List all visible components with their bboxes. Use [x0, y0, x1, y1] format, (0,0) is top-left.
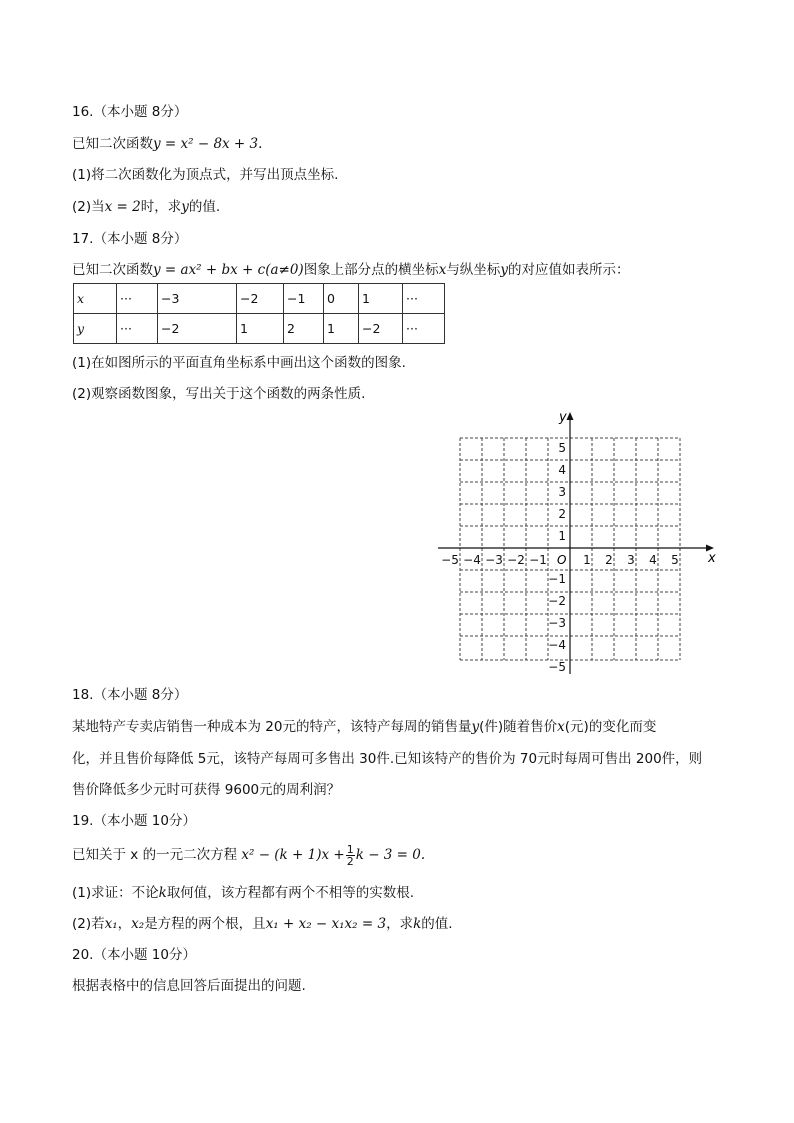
y-tick-label: −4: [548, 638, 566, 652]
q17-given-text-b: 图象上部分点的横坐标: [303, 262, 439, 278]
fraction-numerator: 1: [346, 842, 354, 856]
q19-fraction: [346, 844, 355, 867]
q19-part1-var: k: [158, 885, 167, 901]
x-tick-label: 5: [671, 553, 679, 567]
y-tick-label: −3: [548, 616, 566, 630]
q18-line1-text-a: 某地特产专卖店销售一种成本为 20元的特产，该特产每周的销售量: [72, 719, 472, 735]
q18-title: 18.（本小题 8分）: [72, 687, 188, 703]
q18-line2: 化，并且售价每降低 5元，该特产每周可多售出 30件.已知该特产的售价为 70元时每周可售出 200件，则: [72, 751, 703, 767]
x-tick-label: 3: [627, 553, 635, 567]
q18-line1: [72, 718, 656, 736]
origin-label: O: [557, 553, 567, 567]
q19-part2-text-d: 的值.: [421, 916, 453, 932]
q17-given-text-c: 与纵坐标: [446, 262, 501, 278]
q18-line3: 售价降低多少元时可获得 9600元的周利润？: [72, 782, 341, 798]
q20-title: 20.（本小题 10分）: [72, 947, 196, 963]
q19-part2-condition: x₁ + x₂ − x₁x₂ = 3: [265, 916, 387, 932]
q16-part2-text-a: (2)当: [72, 199, 105, 215]
table-cell: −2: [237, 284, 284, 314]
q19-equation-b: k − 3 = 0.: [355, 847, 426, 863]
q16-part2: [72, 198, 220, 216]
table-cell: ···: [117, 284, 158, 314]
q16-given-text: 已知二次函数: [72, 136, 153, 152]
table-cell: −2: [158, 314, 237, 344]
table-cell: ···: [403, 284, 445, 314]
q19-part2-text-b: 是方程的两个根，且: [144, 916, 266, 932]
x-tick-label: 1: [583, 553, 591, 567]
q17-given: [72, 261, 629, 279]
y-tick-label: −5: [548, 660, 566, 674]
fraction-denominator: 2: [346, 854, 354, 868]
q19-part2-text-c: ，求: [386, 916, 414, 932]
q16-part2-text-c: 的值.: [188, 199, 221, 215]
q17-given-text-d: 的对应值如表所示：: [507, 262, 630, 278]
q19-x1: x₁: [104, 916, 118, 932]
q16-function: y = x² − 8x + 3.: [153, 136, 263, 152]
x-tick-label: −1: [529, 553, 547, 567]
q17-coordinate-grid: [432, 402, 722, 684]
table-cell: −1: [284, 284, 324, 314]
q19-part2-text-a: (2)若: [72, 916, 105, 932]
y-tick-label: 2: [558, 507, 566, 521]
table-cell: 1: [359, 284, 403, 314]
table-cell: 1: [324, 314, 359, 344]
q18-line1-text-c: (元)的变化而变: [564, 719, 657, 735]
q17-function: y = ax² + bx + c(a≠0): [153, 262, 304, 278]
q19-sep: ，: [117, 916, 132, 932]
table-row: [74, 284, 445, 314]
table-cell: −2: [359, 314, 403, 344]
y-tick-label: 1: [558, 529, 566, 543]
table-cell: x: [74, 284, 117, 314]
q20-line1: 根据表格中的信息回答后面提出的问题.: [72, 978, 306, 994]
q17-given-text-a: 已知二次函数: [72, 262, 153, 278]
q19-given-text: 已知关于 x 的一元二次方程: [72, 847, 238, 863]
x-tick-label: 4: [649, 553, 657, 567]
table-cell: ···: [403, 314, 445, 344]
table-cell: y: [74, 314, 117, 344]
y-tick-label: −1: [548, 572, 566, 586]
q19-part2-var: k: [413, 916, 422, 932]
x-tick-label: −3: [485, 553, 503, 567]
q16-title: 16.（本小题 8分）: [72, 104, 188, 120]
q19-title: 19.（本小题 10分）: [72, 813, 196, 829]
y-tick-label: −2: [548, 594, 566, 608]
q16-given: [72, 135, 262, 153]
q19-part1-text-b: 取何值，该方程都有两个不相等的实数根.: [166, 885, 415, 901]
q16-part2-condition: x = 2: [104, 199, 141, 215]
q19-given: [72, 842, 425, 868]
table-cell: −3: [158, 284, 237, 314]
y-tick-label: 5: [558, 441, 566, 455]
y-tick-label: 3: [558, 485, 566, 499]
q19-equation-a: x² − (k + 1)x +: [241, 847, 345, 863]
q18-var-y: y: [471, 719, 480, 735]
table-cell: 2: [284, 314, 324, 344]
y-axis-label: y: [559, 410, 567, 425]
q19-x2: x₂: [131, 916, 145, 932]
y-axis-arrow: [567, 412, 574, 420]
q17-title: 17.（本小题 8分）: [72, 231, 188, 247]
q17-part2: (2)观察函数图象，写出关于这个函数的两条性质.: [72, 386, 366, 402]
q16-part2-var: y: [181, 199, 189, 215]
q17-x-var: x: [438, 262, 447, 278]
q18-var-x: x: [557, 719, 565, 735]
q19-part1: [72, 884, 414, 902]
q17-value-table: [73, 283, 445, 344]
q19-part1-text-a: (1)求证：不论: [72, 885, 159, 901]
q17-y-var: y: [500, 262, 508, 278]
x-axis-label: x: [708, 551, 716, 566]
q16-part2-text-b: 时，求: [140, 199, 182, 215]
table-cell: ···: [117, 314, 158, 344]
table-cell: 1: [237, 314, 284, 344]
y-tick-label: 4: [558, 463, 566, 477]
x-tick-label: −4: [463, 553, 481, 567]
q18-line1-text-b: (件)随着售价: [479, 719, 558, 735]
q17-part1: (1)在如图所示的平面直角坐标系中画出这个函数的图象.: [72, 355, 406, 371]
q16-part1: (1)将二次函数化为顶点式，并写出顶点坐标.: [72, 167, 339, 183]
x-tick-label: −5: [441, 553, 459, 567]
q19-part2: [72, 915, 453, 933]
table-cell: 0: [324, 284, 359, 314]
x-tick-label: −2: [507, 553, 525, 567]
x-tick-label: 2: [605, 553, 613, 567]
table-row: [74, 314, 445, 344]
